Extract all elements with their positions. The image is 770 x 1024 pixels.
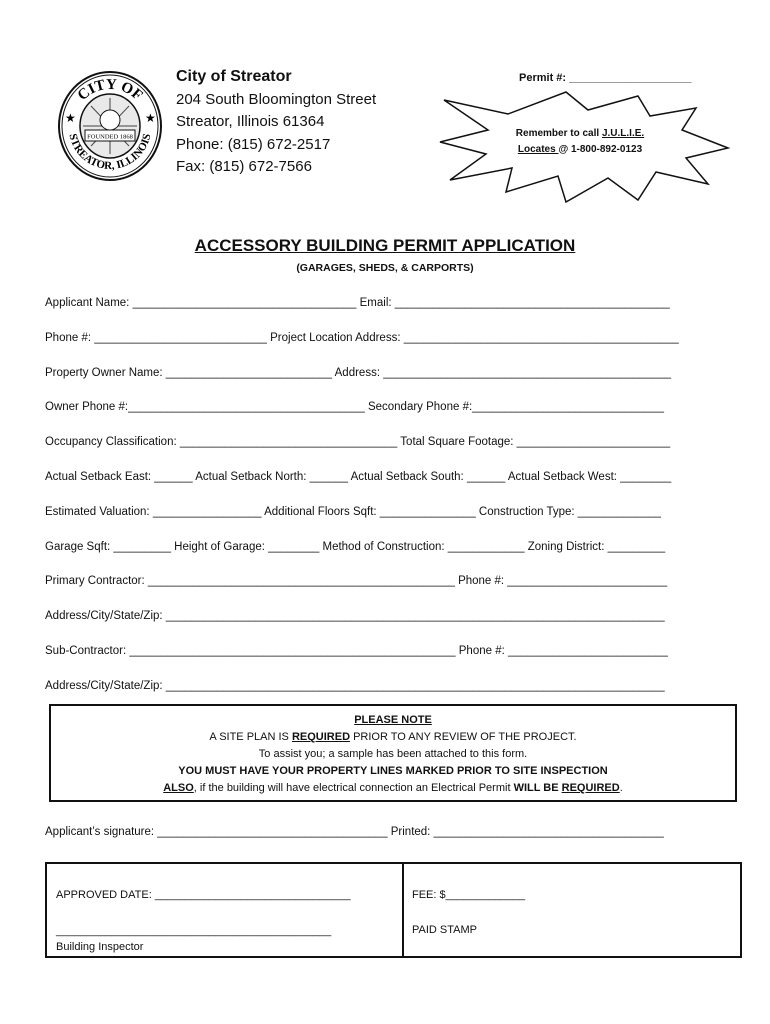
occupancy-row[interactable]: Occupancy Classification: __________________________________ Total Square Footage: ________________________ <box>45 436 671 448</box>
primary-contractor-row[interactable]: Primary Contractor: ________________________________________________ Phone #: _________________________ <box>45 575 668 587</box>
inspector-signature-line[interactable]: _____________________________________________ <box>56 925 332 937</box>
city-seal-logo <box>57 70 163 182</box>
svg-text:★: ★ <box>65 111 76 125</box>
setbacks-row[interactable]: Actual Setback East: ______ Actual Setback North: ______ Actual Setback South: ______ Actual Setback West: ________ <box>45 471 672 483</box>
box-divider <box>402 864 404 956</box>
julie-link[interactable]: J.U.L.I.E. <box>601 128 645 139</box>
notice-line-2: To assist you; a sample has been attached to this form. <box>258 748 528 760</box>
notice-heading: PLEASE NOTE <box>354 714 432 726</box>
sub-contractor-address-row[interactable]: Address/City/State/Zip: ______________________________________________________________________________ <box>45 680 665 692</box>
org-name: City of Streator <box>176 68 292 85</box>
please-note-box <box>49 704 737 802</box>
applicant-name-email-row[interactable]: Applicant Name: ___________________________________ Email: ___________________________________________ <box>45 297 670 309</box>
notice-line-4: ALSO, if the building will have electrical connection an Electrical Permit WILL BE REQUIRED. <box>163 782 623 794</box>
valuation-row[interactable]: Estimated Valuation: _________________ Additional Floors Sqft: _______________ Construction Type: _____________ <box>45 506 661 518</box>
org-phone: Phone: (815) 672-2517 <box>176 135 331 153</box>
owner-phone-row[interactable]: Owner Phone #:_____________________________________ Secondary Phone #:______________________________ <box>45 401 665 413</box>
julie-reminder <box>490 126 670 158</box>
sub-contractor-row[interactable]: Sub-Contractor: ___________________________________________________ Phone #: _________________________ <box>45 645 668 657</box>
address-line-1: 204 South Bloomington Street <box>176 90 377 108</box>
organization-block <box>176 66 376 179</box>
svg-text:STREATOR, ILLINOIS: STREATOR, ILLINOIS <box>66 132 154 173</box>
office-use-box <box>45 862 742 958</box>
notice-line-1: A SITE PLAN IS REQUIRED PRIOR TO ANY REVIEW OF THE PROJECT. <box>209 731 577 743</box>
permit-number-field[interactable]: Permit #: ____________________ <box>519 72 692 84</box>
phone-project-address-row[interactable]: Phone #: ___________________________ Project Location Address: ___________________________________________ <box>45 332 679 344</box>
primary-contractor-address-row[interactable]: Address/City/State/Zip: ______________________________________________________________________________ <box>45 610 665 622</box>
garage-row[interactable]: Garage Sqft: _________ Height of Garage: ________ Method of Construction: ____________ Zoning District: _________ <box>45 541 666 553</box>
building-inspector-label: Building Inspector <box>56 941 144 953</box>
locates-link[interactable]: Locates <box>517 144 559 155</box>
property-owner-row[interactable]: Property Owner Name: __________________________ Address: _____________________________________________ <box>45 367 672 379</box>
julie-phone: @ 1-800-892-0123 <box>558 144 643 155</box>
notice-line-3: YOU MUST HAVE YOUR PROPERTY LINES MARKED PRIOR TO SITE INSPECTION <box>178 765 608 777</box>
address-line-2: Streator, Illinois 61364 <box>176 113 325 130</box>
svg-text:CITY OF: CITY OF <box>74 76 146 104</box>
paid-stamp-label: PAID STAMP <box>412 924 477 936</box>
fee-field[interactable]: FEE: $_____________ <box>412 889 526 901</box>
signature-row[interactable]: Applicant’s signature: ____________________________________ Printed: ____________________________________ <box>45 826 664 838</box>
svg-text:FOUNDED 1868: FOUNDED 1868 <box>87 133 133 141</box>
form-title: ACCESSORY BUILDING PERMIT APPLICATION <box>194 236 576 255</box>
form-subtitle: (GARAGES, SHEDS, & CARPORTS) <box>296 262 474 274</box>
reminder-text: Remember to call <box>515 128 602 139</box>
org-fax: Fax: (815) 672-7566 <box>176 158 312 175</box>
approved-date-field[interactable]: APPROVED DATE: ________________________________ <box>56 889 351 901</box>
svg-text:★: ★ <box>145 111 156 125</box>
